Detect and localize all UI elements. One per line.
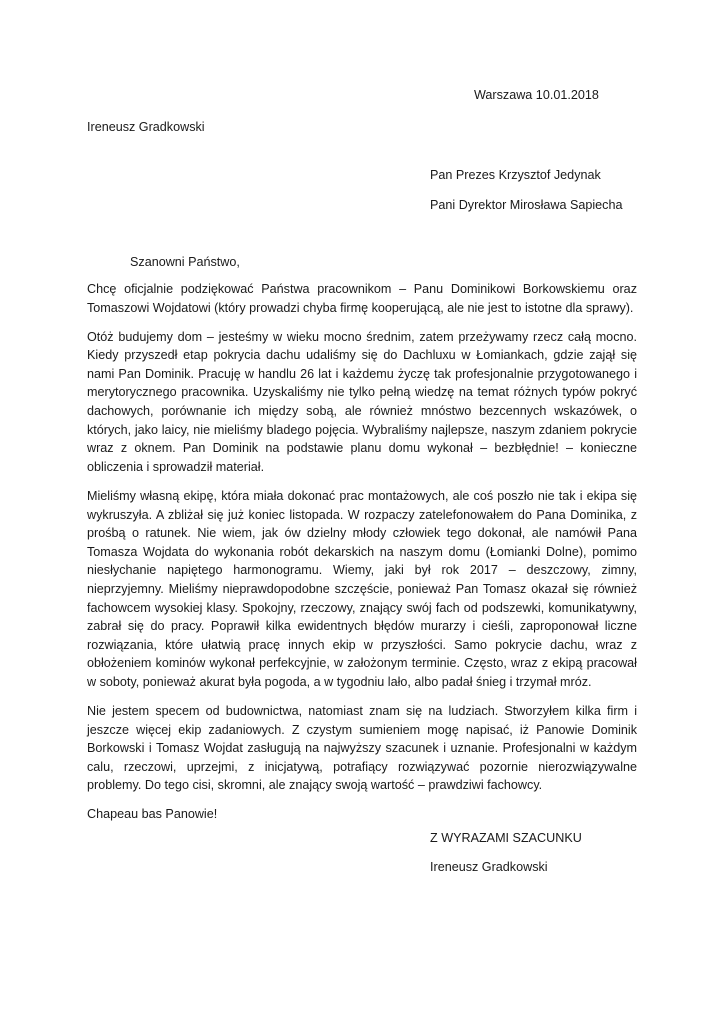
sender-name: Ireneusz Gradkowski — [87, 120, 205, 134]
closing-phrase: Z WYRAZAMI SZACUNKU — [430, 831, 582, 845]
paragraph-5: Chapeau bas Panowie! — [87, 807, 218, 822]
signature-name: Ireneusz Gradkowski — [430, 860, 548, 874]
paragraph-2: Otóż budujemy dom – jesteśmy w wieku mocno średnim, zatem przeżywamy rzecz całą mocno. Kiedy przyszedł etap pokrycia dachu udaliśmy się do Dachluxu w Łomiankach, gdzie zajął się nami Pan Dominik. Pracuję w handlu 26 lat i każdemu życzę tak profesjonalnie przygotowanego i merytorycznego pracownika. Uzyskaliśmy nie tylko pełną wiedzę na temat różnych typów pokryć dachowych, porównanie ich między sobą, ale również mnóstwo bezcennych wskazówek, o których, jako laicy, nie mieliśmy bladego pojęcia. Wybraliśmy najlepsze, naszym zdaniem pokrycie wraz z oknem. Pan Dominik na podstawie planu domu wykonał – bezbłędnie! – konieczne obliczenia i sprowadził materiał. — [87, 329, 637, 474]
salutation: Szanowni Państwo, — [130, 255, 240, 269]
place-date: Warszawa 10.01.2018 — [474, 88, 599, 102]
letter-body — [87, 280, 637, 835]
recipient-2: Pani Dyrektor Mirosława Sapiecha — [430, 198, 623, 212]
recipient-1: Pan Prezes Krzysztof Jedynak — [430, 168, 601, 182]
paragraph-4: Nie jestem specem od budownictwa, natomiast znam się na ludziach. Stworzyłem kilka firm i jeszcze więcej ekip zadaniowych. Z czystym sumieniem mogę napisać, iż Panowie Dominik Borkowski i Tomasz Wojdat zasługują na najwyższy szacunek i uznanie. Profesjonalni w każdym calu, rzeczowi, uprzejmi, z inicjatywą, potrafiący rozwiązywać pozornie nierozwiązywalne problemy. Do tego cisi, skromni, ale znający swoją wartość – prawdziwi fachowcy. — [87, 703, 637, 793]
paragraph-1: Chcę oficjalnie podziękować Państwa pracownikom – Panu Dominikowi Borkowskiemu oraz Tomaszowi Wojdatowi (który prowadzi chyba firmę kooperującą, ale nie jest to istotne dla sprawy). — [87, 282, 637, 315]
paragraph-3: Mieliśmy własną ekipę, która miała dokonać prac montażowych, ale coś poszło nie tak i ekipa się wykruszyła. A zbliżał się już koniec listopada. W rozpaczy zatelefonowałem do Pana Dominika, z prośbą o ratunek. Nie wiem, jak ów dzielny młody człowiek tego dokonał, ale namówił Pana Tomasza Wojdata do wykonania robót dekarskich na naszym domu (Łomianki Dolne), pomimo niesłychanie napiętego harmonogramu. Wiemy, jaki był rok 2017 – deszczowy, zimny, nieprzyjemny. Mieliśmy nieprawdopodobne szczęście, ponieważ Pan Tomasz okazał się również fachowcem wysokiej klasy. Spokojny, rzeczowy, znający swój fach od podszewki, komunikatywny, zabrał się do pracy. Poprawił kilka ewidentnych błędów murarzy i cieśli, zaproponował liczne rozwiązania, które ułatwią pracę innych ekip w przyszłości. Samo pokrycie dachu, wraz z obłożeniem kominów wykonał perfekcyjnie, w założonym terminie. Często, wraz z ekipą pracował w soboty, ponieważ akurat była pogoda, a w tygodniu lało, albo padał śnieg i trzymał mróz. — [87, 488, 637, 689]
